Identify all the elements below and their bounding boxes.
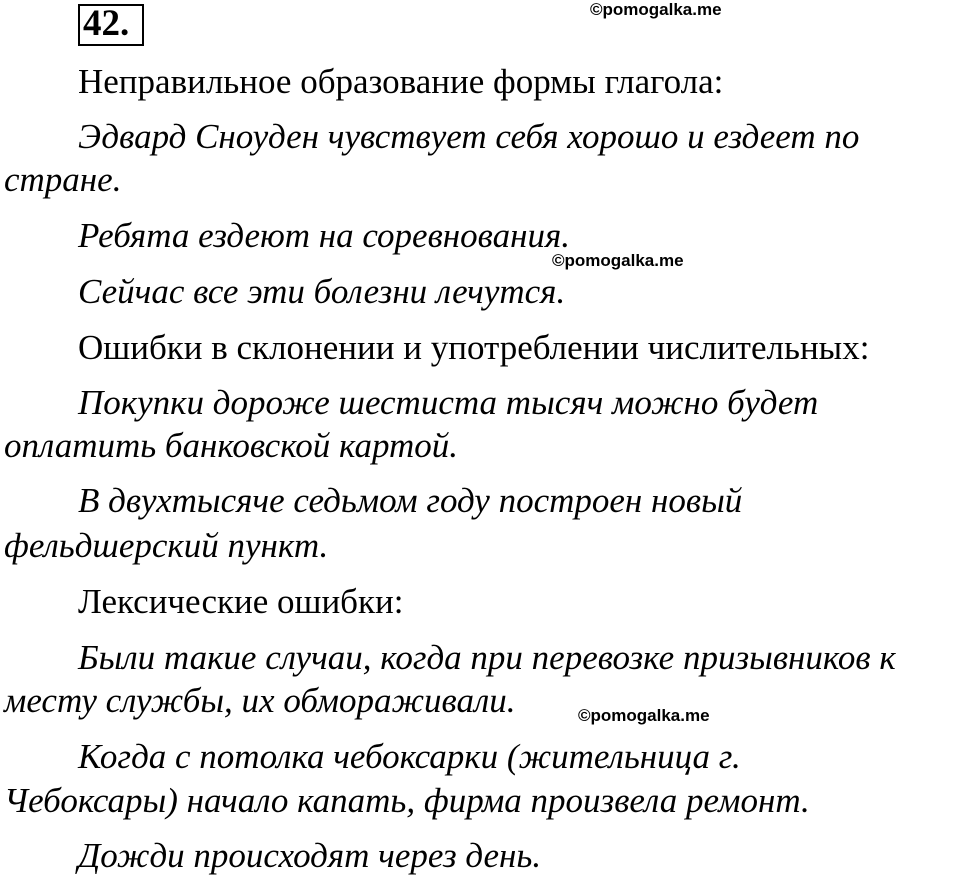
- watermark-middle: ©pomogalka.me: [552, 251, 684, 270]
- heading-lexical: Лексические ошибки:: [78, 582, 404, 621]
- verb-example-3: Сейчас все эти болезни лечутся.: [78, 272, 566, 311]
- exercise-number: [83, 2, 129, 46]
- lexical-example-2-line-1: Когда с потолка чебоксарки (жительница г.: [78, 737, 741, 776]
- lexical-example-1-line-1: Были такие случаи, когда при перевозке призывников к: [78, 638, 896, 677]
- lexical-example-3: Дожди происходят через день.: [78, 836, 542, 875]
- lexical-example-2-line-2: Чебоксары) начало капать, фирма произвела ремонт.: [4, 781, 810, 820]
- verb-example-2: Ребята ездеют на соревнования.: [78, 216, 570, 255]
- lexical-example-1-line-2: месту службы, их обмораживали.: [4, 681, 516, 720]
- numeral-example-2-line-1: В двухтысяче седьмом году построен новый: [78, 481, 743, 520]
- watermark-bottom: ©pomogalka.me: [578, 706, 710, 725]
- verb-example-1-line-1: Эдвард Сноуден чувствует себя хорошо и ездеет по: [78, 117, 860, 156]
- verb-example-1-line-2: стране.: [4, 160, 122, 199]
- exercise-number-suffix: .: [120, 3, 130, 44]
- watermark-top: ©pomogalka.me: [590, 0, 722, 19]
- numeral-example-2-line-2: фельдшерский пункт.: [4, 526, 329, 565]
- heading-numerals: Ошибки в склонении и употреблении числительных:: [78, 328, 870, 367]
- numeral-example-1-line-2: оплатить банковской картой.: [4, 426, 459, 465]
- heading-verb-forms: Неправильное образование формы глагола:: [78, 62, 724, 101]
- numeral-example-1-line-1: Покупки дороже шестиста тысяч можно будет: [78, 383, 819, 422]
- exercise-number-digits: 42: [83, 3, 120, 44]
